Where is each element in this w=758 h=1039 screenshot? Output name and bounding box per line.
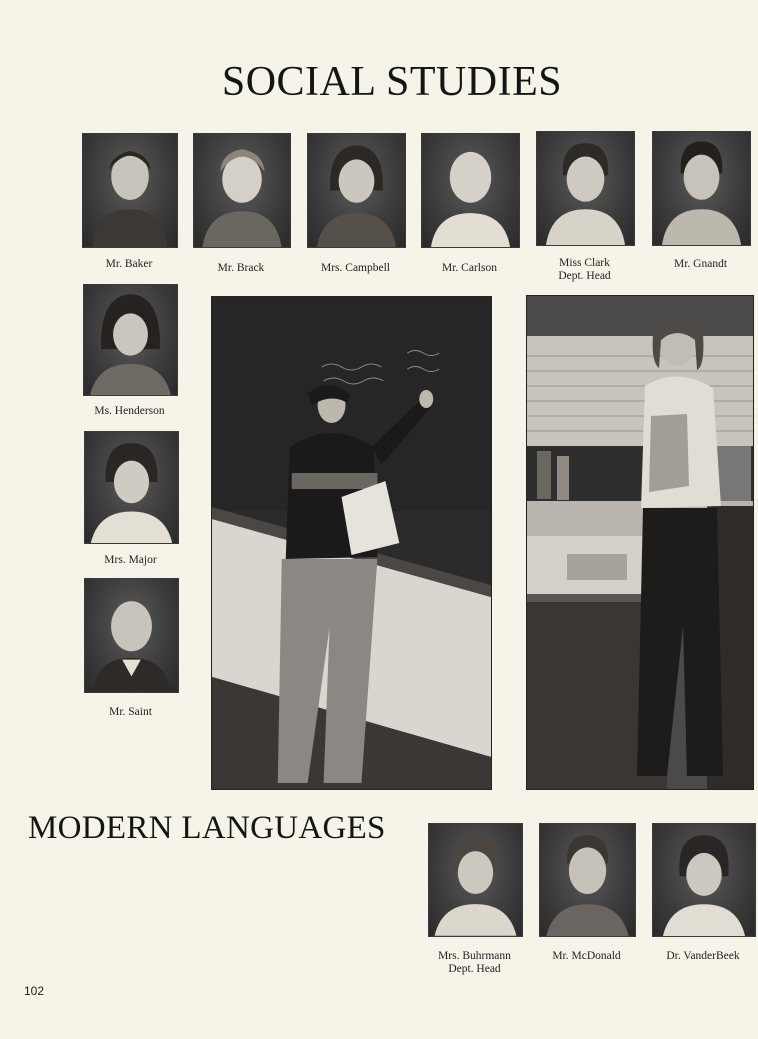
portrait-photo-mcdonald	[539, 823, 636, 937]
classroom-photo-chalkboard	[211, 296, 492, 790]
classroom-photo-teacher-desk	[526, 295, 754, 790]
portrait-caption-clark: Miss Clark Dept. Head	[558, 257, 611, 282]
portrait-photo-vanderbeek	[652, 823, 756, 937]
portrait-caption-henderson: Ms. Henderson	[94, 405, 165, 417]
portrait-photo-saint	[84, 578, 179, 693]
portrait-photo-baker	[82, 133, 178, 248]
portrait-caption-baker: Mr. Baker	[105, 258, 153, 270]
portrait-photo-gnandt	[652, 131, 751, 246]
portrait-photo-brack	[193, 133, 291, 248]
section-title-social-studies: SOCIAL STUDIES	[221, 59, 563, 105]
portrait-photo-carlson	[421, 133, 520, 248]
portrait-caption-mcdonald: Mr. McDonald	[552, 950, 621, 962]
portrait-photo-major	[84, 431, 179, 544]
portrait-caption-buhrmann: Mrs. Buhrmann Dept. Head	[438, 950, 511, 975]
page-number: 102	[24, 984, 45, 998]
portrait-caption-carlson: Mr. Carlson	[442, 262, 497, 274]
portrait-caption-gnandt: Mr. Gnandt	[673, 258, 728, 270]
portrait-photo-buhrmann	[428, 823, 523, 937]
portrait-caption-campbell: Mrs. Campbell	[321, 262, 390, 274]
portrait-caption-vanderbeek: Dr. VanderBeek	[666, 950, 740, 962]
portrait-caption-brack: Mr. Brack	[217, 262, 265, 274]
section-title-modern-languages: MODERN LANGUAGES	[28, 810, 386, 846]
portrait-caption-saint: Mr. Saint	[109, 706, 152, 718]
portrait-caption-major: Mrs. Major	[104, 554, 157, 566]
portrait-photo-campbell	[307, 133, 406, 248]
portrait-photo-henderson	[83, 284, 178, 396]
portrait-photo-clark	[536, 131, 635, 246]
